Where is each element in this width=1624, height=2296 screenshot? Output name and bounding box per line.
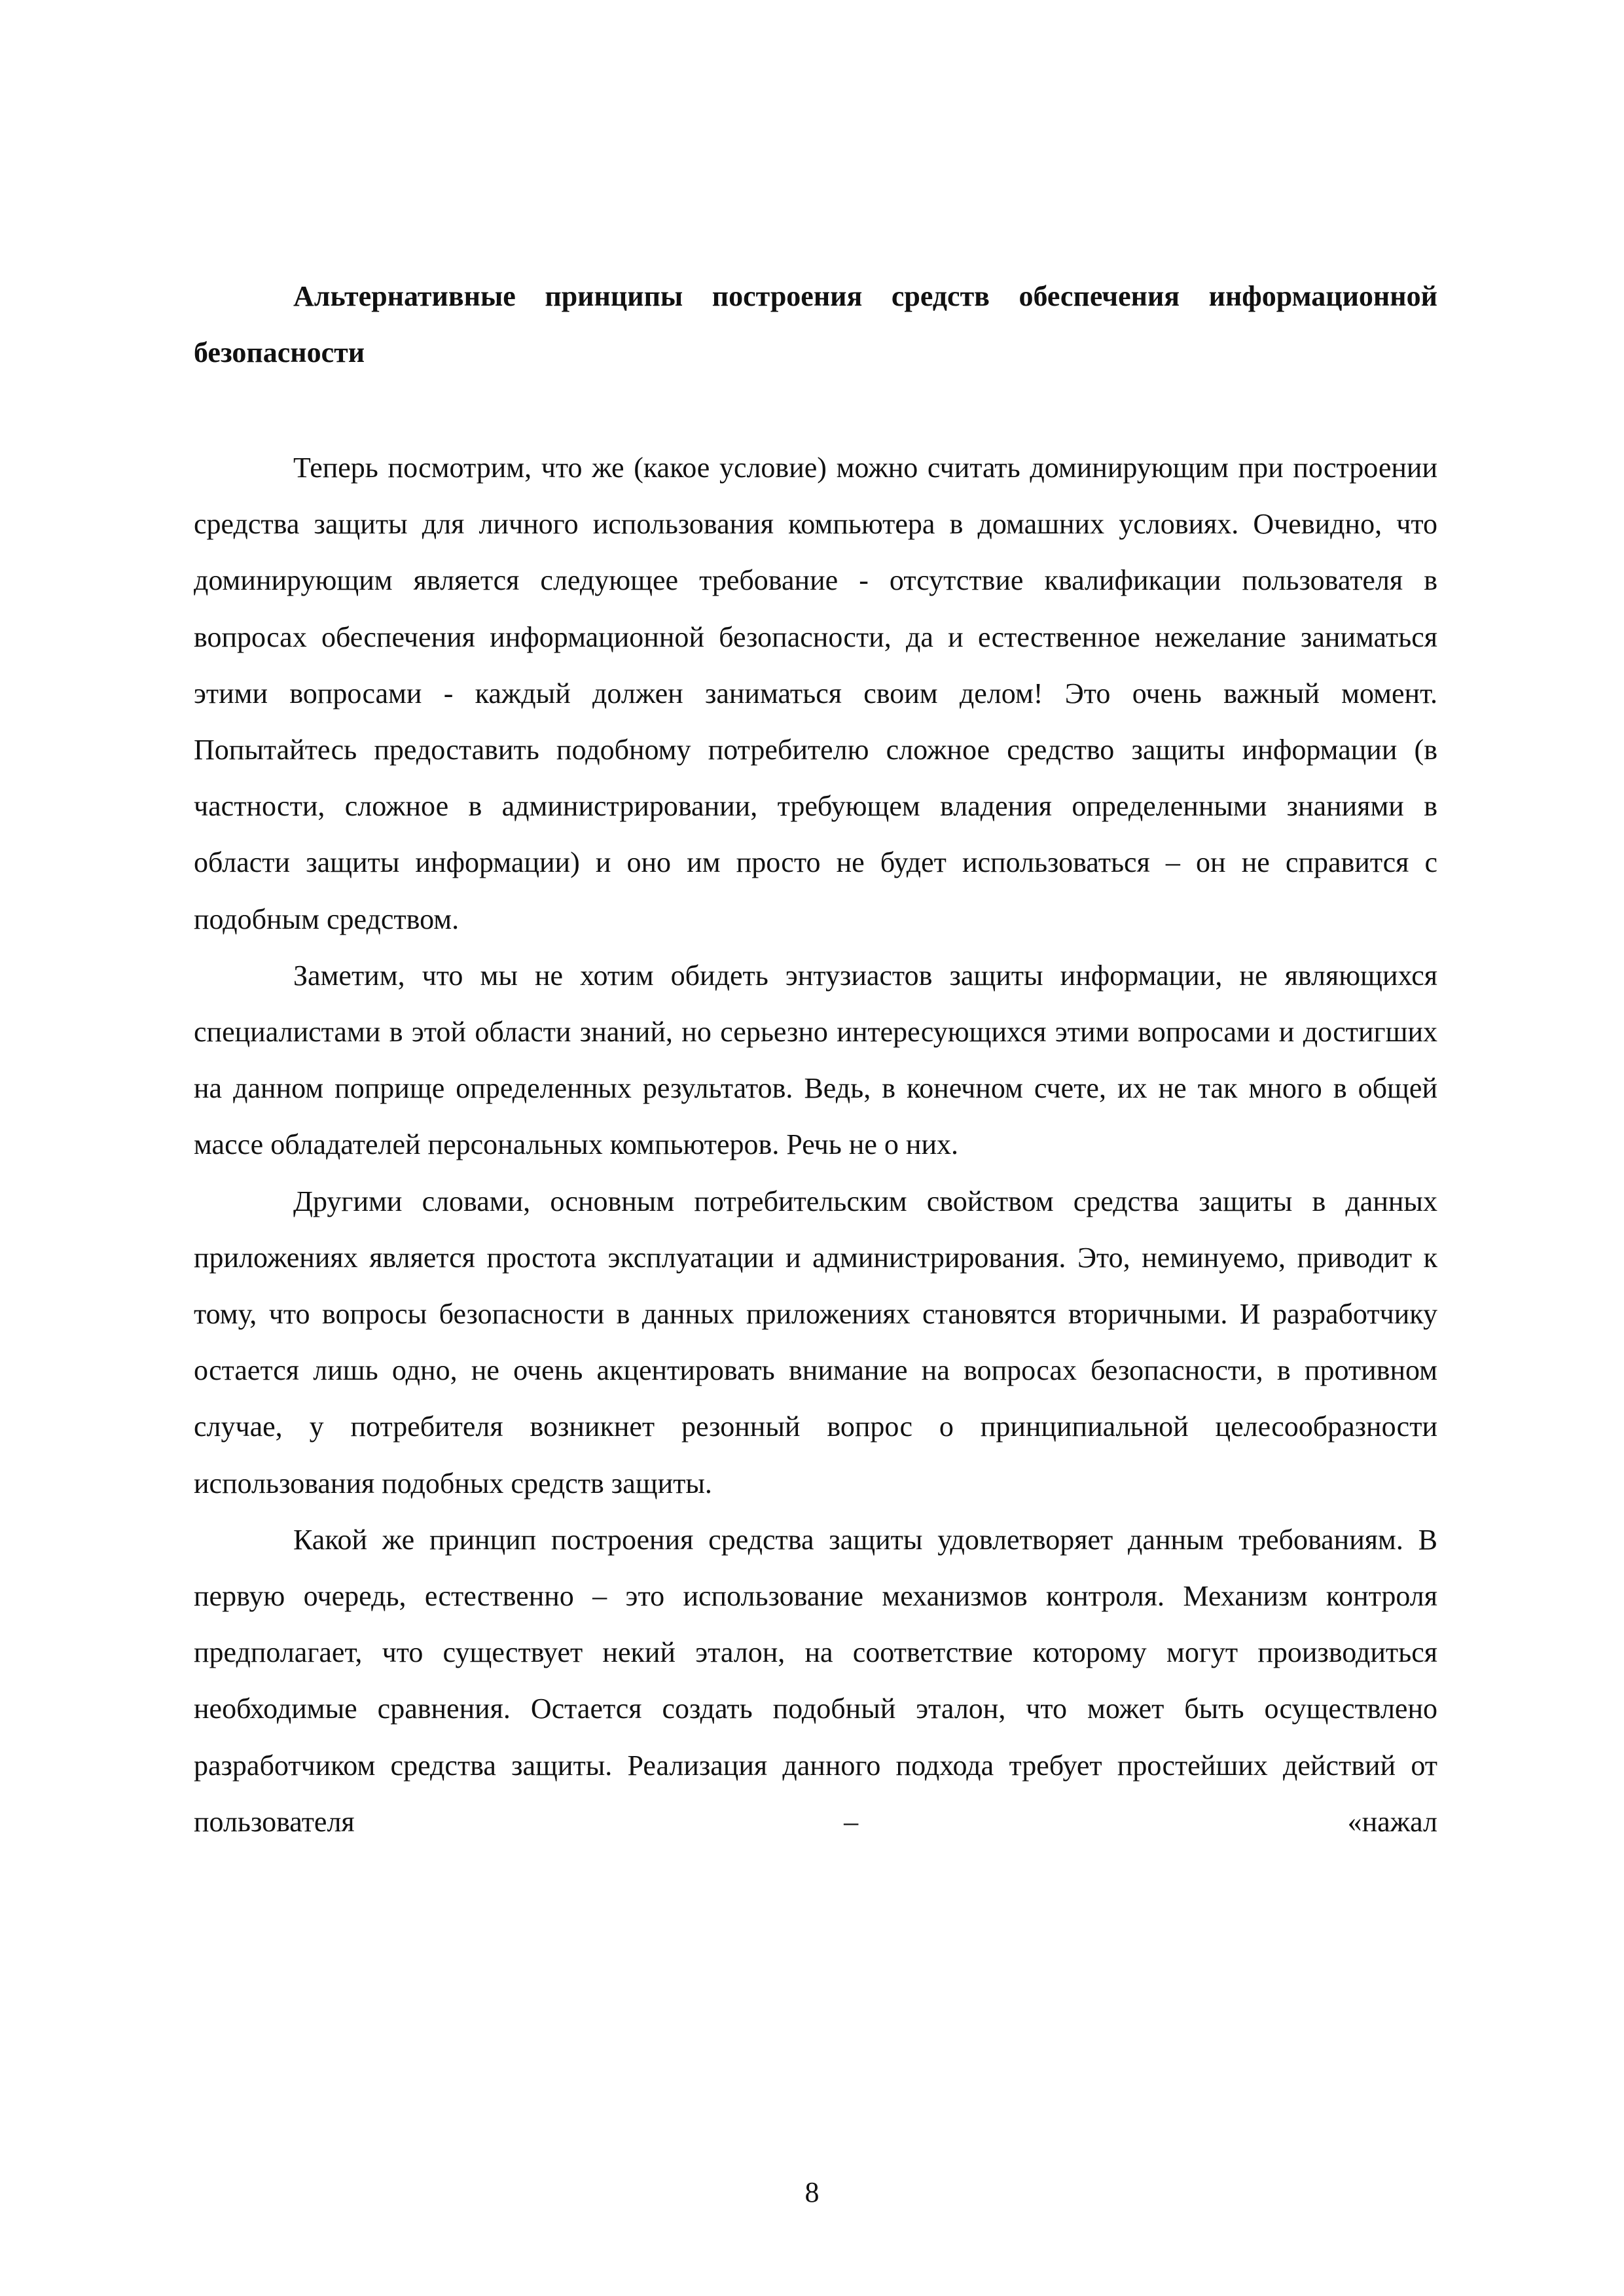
section-heading: Альтернативные принципы построения средств обеспечения информационной безопасности bbox=[194, 280, 1437, 368]
page-number: 8 bbox=[804, 2176, 820, 2208]
paragraph-1: Теперь посмотрим, что же (какое условие) можно считать доминирующим при построении средства защиты для личного использования компьютера в домашних условиях. Очевидно, что доминирующим является следующее требование - отсутствие квалификации пользователя в вопросах обеспечения информационной безопасности, да и естественное нежелание заниматься этими вопросами - каждый должен заниматься своим делом! Это очень важный момент. Попытайтесь предоставить подобному потребителю сложное средство защиты информации (в частности, сложное в администрировании, требующем владения определенными знаниями в области защиты информации) и оно им просто не будет использоваться – он не справится с подобным средством. bbox=[194, 452, 1437, 935]
paragraph-3: Другими словами, основным потребительским свойством средства защиты в данных приложениях является простота эксплуатации и администрирования. Это, неминуемо, приводит к тому, что вопросы безопасности в данных приложениях становятся вторичными. И разработчику остается лишь одно, не очень акцентировать внимание на вопросах безопасности, в противном случае, у потребителя возникнет резонный вопрос о принципиальной целесообразности использования подобных средств защиты. bbox=[194, 1185, 1437, 1499]
paragraph-4: Какой же принцип построения средства защиты удовлетворяет данным требованиям. В первую очередь, естественно – это использование механизмов контроля. Механизм контроля предполагает, что существует некий эталон, на соответствие которому могут производиться необходимые сравнения. Остается создать подобный эталон, что может быть осуществлено разработчиком средства защиты. Реализация данного подхода требует простейших действий от пользователя – «нажал bbox=[194, 1523, 1437, 1838]
paragraph-2: Заметим, что мы не хотим обидеть энтузиастов защиты информации, не являющихся специалистами в этой области знаний, но серьезно интересующихся этими вопросами и достигших на данном поприще определенных результатов. Ведь, в конечном счете, их не так много в общей массе обладателей персональных компьютеров. Речь не о них. bbox=[194, 959, 1437, 1161]
text-column bbox=[194, 268, 1437, 1850]
